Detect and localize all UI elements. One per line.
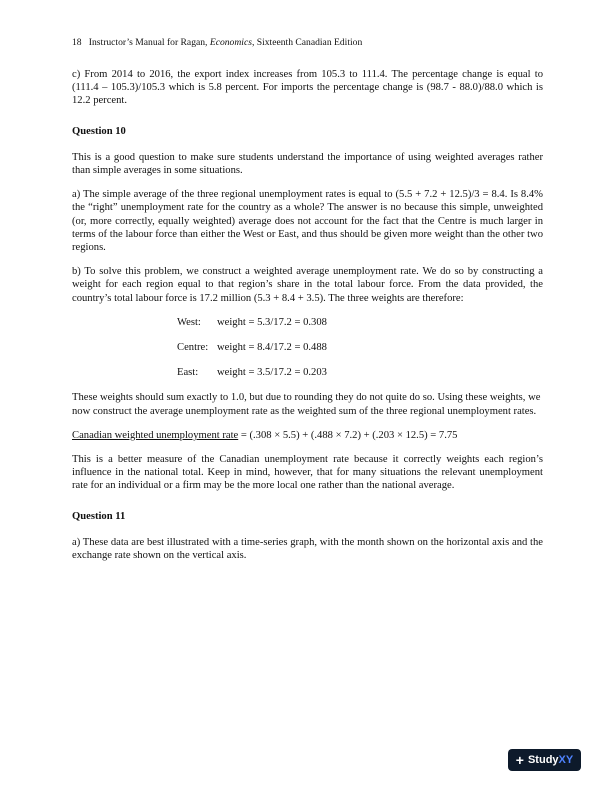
question-11-heading: Question 11 [72, 510, 126, 522]
weighted-formula [72, 429, 543, 442]
studyxy-badge[interactable] [508, 749, 581, 771]
q10-part-a: a) The simple average of the three regional unemployment rates is equal to (5.5 + 7.2 + 12.5)/3 = 8.4. Is 8.4% the “right” unemployment rate for the country as a whole? The answer is no because this simple, unweighted (or, more correctly, equally weighted) average does not account for the fact that the Centre is much larger in terms of the labour force than either the West or East, and thus should be given more weight than the other two regions. [72, 189, 543, 254]
q11-part-a: a) These data are best illustrated with a time-series graph, with the month shown on the horizontal axis and the exchange rate shown on the vertical axis. [72, 536, 543, 562]
plus-icon: + [515, 752, 524, 768]
region-label: West: [177, 316, 201, 328]
weight-formula: weight = 5.3/17.2 = 0.308 [217, 316, 327, 328]
region-label: Centre: [177, 342, 209, 354]
q10-weights-sum: These weights should sum exactly to 1.0, but due to rounding they do not quite do so. Using these weights, we now construct the average unemployment rate as the weighted sum of the three regional unemployment rates. [72, 392, 541, 417]
region-label: East: [177, 367, 199, 379]
book-title: Economics [209, 37, 252, 48]
weight-formula: weight = 3.5/17.2 = 0.203 [217, 367, 327, 379]
weights-list [72, 316, 543, 380]
question-10-heading: Question 10 [72, 125, 126, 137]
weight-row-west [177, 316, 543, 329]
q10-intro: This is a good question to make sure students understand the importance of using weighted averages rather than simple averages in some situations. [72, 151, 543, 177]
badge-xy-text: XY [558, 754, 574, 766]
header-pre: Instructor’s Manual for Ragan, [88, 37, 210, 48]
formula-expression: = (.308 × 5.5) + (.488 × 7.2) + (.203 × 12.5) = 7.75 [238, 429, 458, 441]
q10-better-measure: This is a better measure of the Canadian unemployment rate because it correctly weights each region’s influence in the national total. Keep in mind, however, that for many situations the relevant unemployment rate for an individual or a firm may be the more local one rather than the national average. [72, 454, 543, 492]
weight-row-east [177, 366, 543, 379]
weight-formula: weight = 8.4/17.2 = 0.488 [217, 342, 327, 354]
badge-study-text: Study [527, 754, 559, 766]
formula-label: Canadian weighted unemployment rate [72, 429, 239, 441]
weight-row-centre [177, 341, 543, 354]
header-post: , Sixteenth Canadian Edition [251, 37, 363, 48]
paragraph-c: c) From 2014 to 2016, the export index increases from 105.3 to 111.4. The percentage change is equal to (111.4 – 105.3)/105.3 which is 5.8 percent. For imports the percentage change is (98.7 - 88.0)/88.0 which is 12.2 percent. [72, 69, 543, 107]
page-header [72, 37, 362, 49]
page-number: 18 [72, 37, 82, 48]
q10-part-b: b) To solve this problem, we construct a weighted average unemployment rate. We do so by constructing a weight for each region equal to that region’s share in the total labour force. From the data provided, the country’s total labour force is 17.2 million (5.3 + 8.4 + 3.5). The three weights are therefore: [72, 266, 543, 304]
page-body [72, 68, 543, 573]
